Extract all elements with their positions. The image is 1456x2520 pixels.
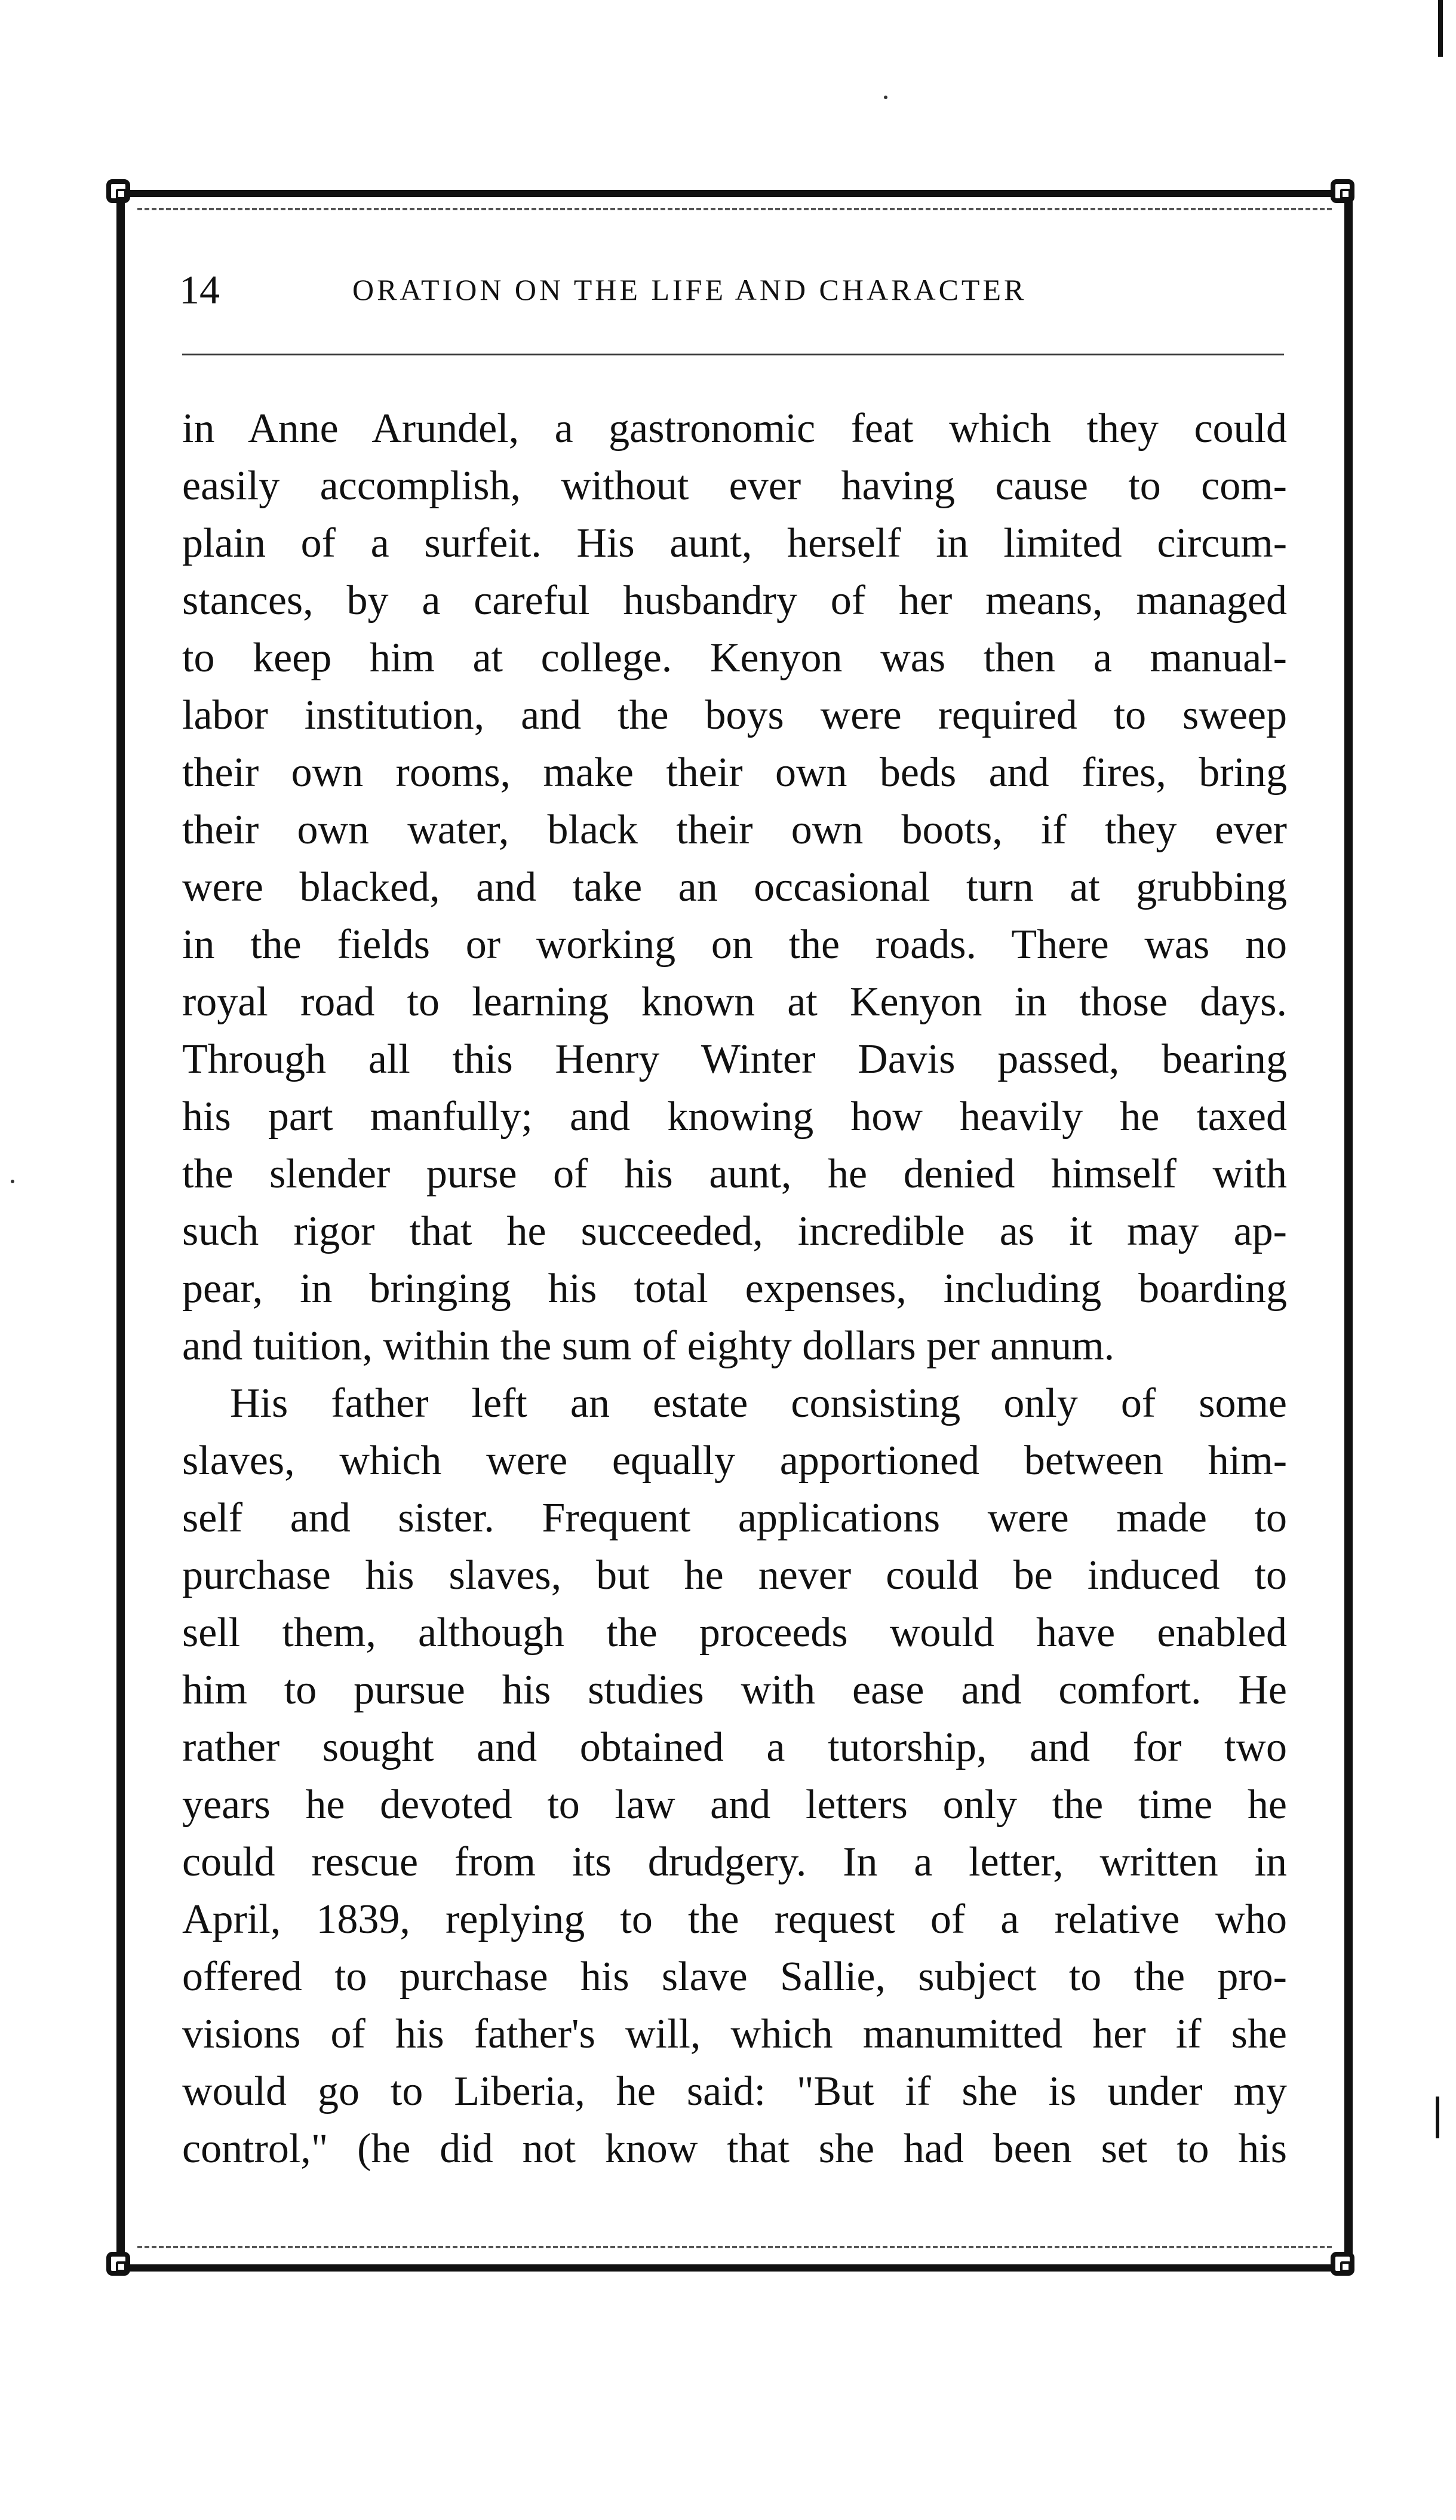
- text-line: offered to purchase his slave Sallie, subject to the pro-: [182, 1954, 1287, 2000]
- text-line: purchase his slaves, but he never could be induced to: [182, 1552, 1287, 1598]
- text-line: would go to Liberia, he said: "But if she is under my: [182, 2068, 1287, 2114]
- text-line: stances, by a careful husbandry of her means, managed: [182, 578, 1287, 624]
- text-line: plain of a surfeit. His aunt, herself in limited circum-: [182, 520, 1287, 566]
- scan-speck: [884, 96, 887, 99]
- text-line: and tuition, within the sum of eighty dollars per annum.: [182, 1323, 1115, 1369]
- border-inner-dash-bottom: [137, 2246, 1332, 2248]
- running-header: [179, 257, 1302, 323]
- header-rule: [182, 354, 1284, 355]
- text-line: their own rooms, make their own beds and fires, bring: [182, 750, 1287, 796]
- border-corner-ornament: [106, 2252, 130, 2276]
- text-line: him to pursue his studies with ease and comfort. He: [182, 1667, 1287, 1713]
- text-line: to keep him at college. Kenyon was then a manual-: [182, 635, 1287, 681]
- text-line: in the fields or working on the roads. There was no: [182, 922, 1287, 968]
- body-text: [182, 400, 1287, 2178]
- text-line: April, 1839, replying to the request of a relative who: [182, 1896, 1287, 1942]
- text-line: self and sister. Frequent applications were made to: [182, 1495, 1287, 1541]
- scan-edge-mark: [1438, 0, 1443, 57]
- running-title: ORATION ON THE LIFE AND CHARACTER: [352, 273, 1027, 306]
- text-line: slaves, which were equally apportioned between him-: [182, 1438, 1287, 1484]
- text-line: visions of his father's will, which manumitted her if she: [182, 2011, 1287, 2057]
- text-line: such rigor that he succeeded, incredible as it may ap-: [182, 1208, 1287, 1254]
- text-line: the slender purse of his aunt, he denied himself with: [182, 1151, 1287, 1197]
- text-line: their own water, black their own boots, if they ever: [182, 807, 1287, 853]
- text-line: were blacked, and take an occasional turn at grubbing: [182, 864, 1287, 910]
- text-line: rather sought and obtained a tutorship, and for two: [182, 1724, 1287, 1770]
- scan-edge-mark: [1436, 2097, 1439, 2138]
- page-number: 14: [179, 267, 220, 312]
- text-line: could rescue from its drudgery. In a letter, written in: [182, 1839, 1287, 1885]
- border-corner-ornament: [1331, 2252, 1354, 2276]
- scan-speck: [11, 1180, 14, 1183]
- text-line: years he devoted to law and letters only the time he: [182, 1782, 1287, 1828]
- border-corner-ornament: [106, 179, 130, 203]
- text-line: pear, in bringing his total expenses, including boarding: [182, 1266, 1287, 1312]
- border-inner-dash-top: [137, 208, 1332, 210]
- text-line: His father left an estate consisting only of some: [230, 1380, 1287, 1426]
- text-line: Through all this Henry Winter Davis passed, bearing: [182, 1036, 1287, 1082]
- text-line: in Anne Arundel, a gastronomic feat which they could: [182, 406, 1287, 452]
- text-line: royal road to learning known at Kenyon in those days.: [182, 979, 1287, 1025]
- text-line: his part manfully; and knowing how heavily he taxed: [182, 1094, 1287, 1140]
- text-line: easily accomplish, without ever having cause to com-: [182, 463, 1287, 509]
- border-corner-ornament: [1331, 179, 1354, 203]
- text-line: labor institution, and the boys were required to sweep: [182, 692, 1287, 738]
- text-line: sell them, although the proceeds would have enabled: [182, 1610, 1287, 1656]
- text-line: control," (he did not know that she had been set to his: [182, 2126, 1287, 2172]
